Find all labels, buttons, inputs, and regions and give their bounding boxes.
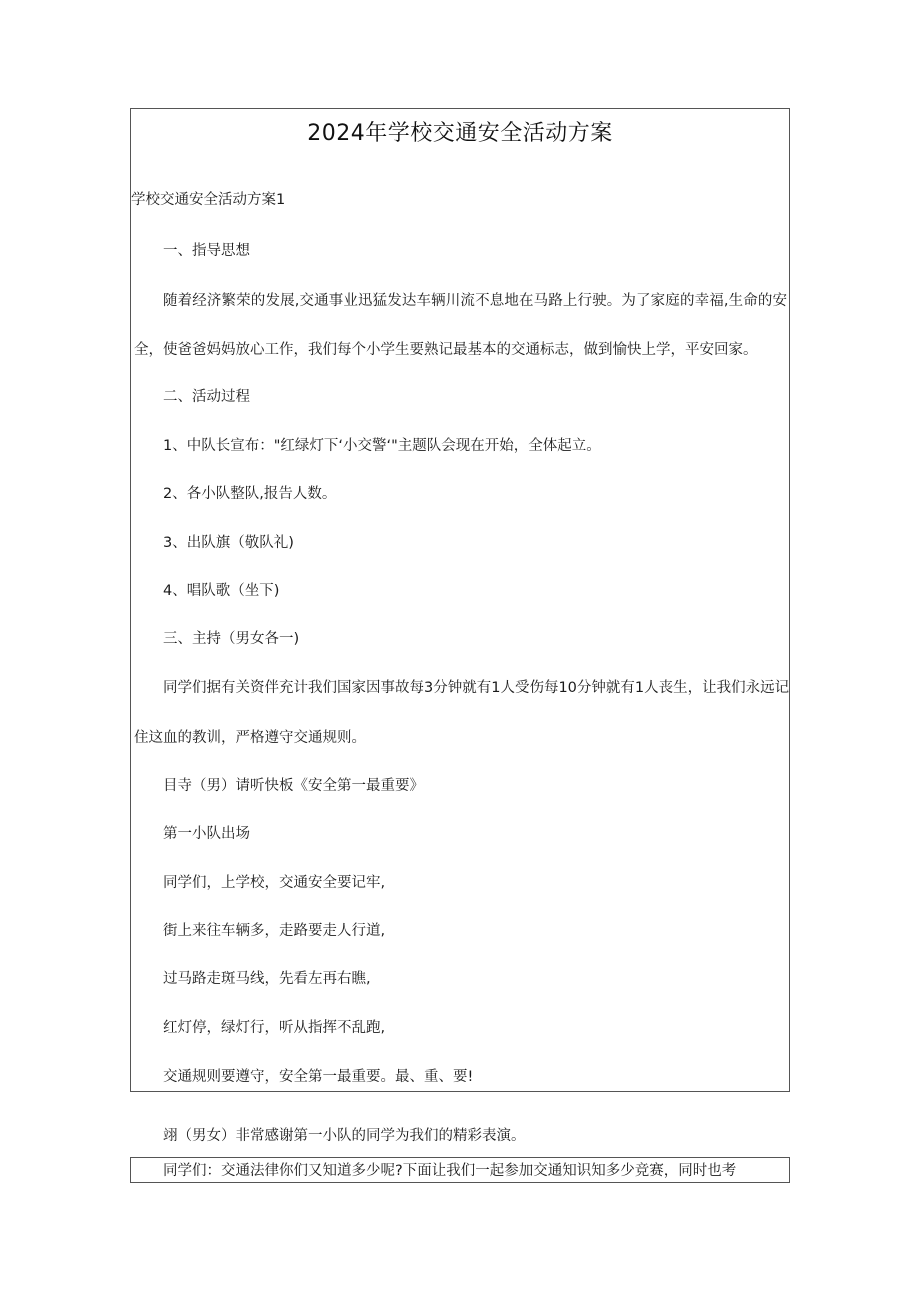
- heading-activity-process: 二、活动过程: [163, 389, 250, 405]
- heading-guiding-thought: 一、指导思想: [163, 243, 250, 259]
- verse-line: 红灯停，绿灯行，听从指挥不乱跑,: [163, 1020, 386, 1036]
- verse-line: 过马路走斑马线，先看左再右瞧,: [163, 971, 371, 987]
- paragraph-line: 住这血的教训，严格遵守交通规则。: [134, 730, 366, 746]
- document-title: 2024年学校交通安全活动方案: [307, 121, 613, 146]
- list-item: 4、唱队歌（坐下): [163, 583, 280, 599]
- verse-line: 街上来往车辆多，走路要走人行道,: [163, 923, 386, 939]
- heading-host: 三、主持（男女各一): [163, 631, 300, 647]
- paragraph-line: 同学们：交通法律你们又知道多少呢?下面让我们一起参加交通知识知多少竞赛，同时也考: [163, 1163, 737, 1179]
- section-subtitle: 学校交通安全活动方案1: [131, 192, 286, 208]
- paragraph-line: 第一小队出场: [163, 826, 250, 842]
- paragraph-line: 翊（男女）非常感谢第一小队的同学为我们的精彩表演。: [163, 1128, 526, 1144]
- paragraph-line: 目寺（男）请听快板《安全第一最重要》: [163, 778, 424, 794]
- list-item: 2、各小队整队,报告人数。: [163, 486, 337, 502]
- paragraph-line: 同学们据有关资伴充计我们国家因事故每3分钟就有1人受伤每10分钟就有1人丧生，让我们永远记: [163, 680, 790, 696]
- paragraph-line: 随着经济繁荣的发展,交通事业迅猛发达车辆川流不息地在马路上行驶。为了家庭的幸福,生命的安: [163, 293, 787, 309]
- list-item: 3、出队旗（敬队礼): [163, 535, 294, 551]
- verse-line: 交通规则要遵守，安全第一最重要。最、重、要!: [163, 1069, 474, 1085]
- verse-line: 同学们，上学校，交通安全要记牢,: [163, 875, 386, 891]
- list-item: 1、中队长宣布："红绿灯下‘小交警‘"主题队会现在开始，全体起立。: [163, 438, 601, 454]
- paragraph-line: 全，使爸爸妈妈放心工作，我们每个小学生要熟记最基本的交通标志，做到愉快上学，平安回家。: [134, 342, 758, 358]
